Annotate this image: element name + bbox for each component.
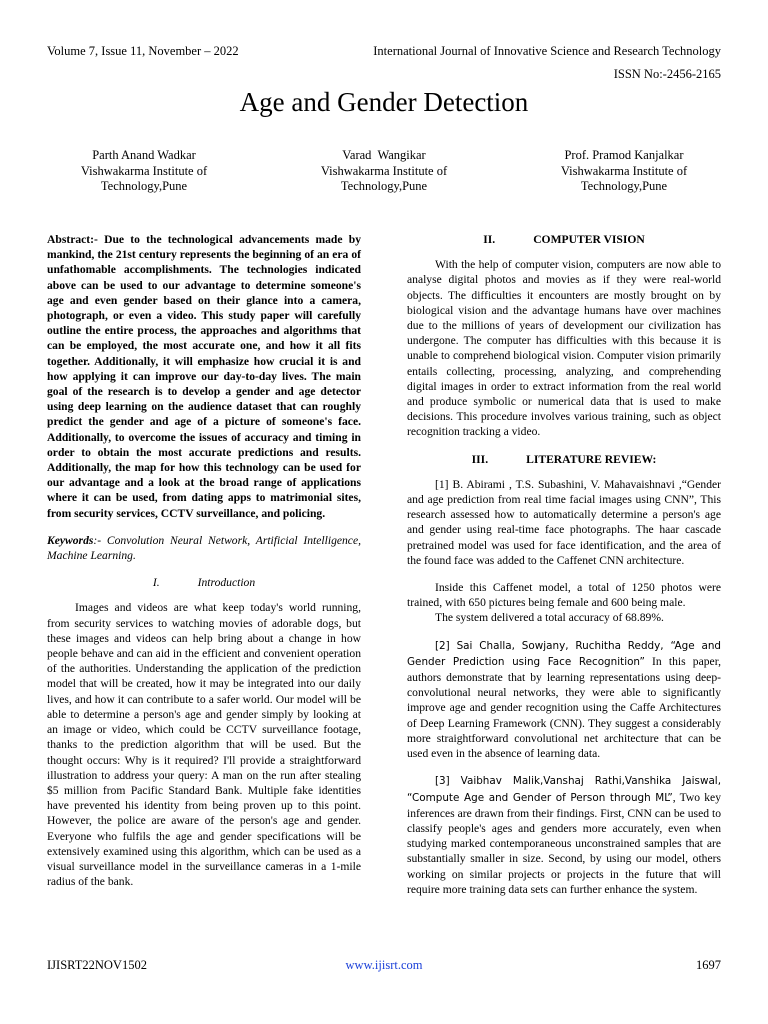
reference-summary: In this paper, authors demonstrate that by learning representations using deep-convolutional neural networks, they were able to significantly improve age and gender recognition using the Caffe Architectures of Deep Learning Framework (CNN). They suggest a considerably more straightforward convolutional net architecture that can be used even in the absence of learning data. [407, 654, 721, 761]
keywords-text: :- Convolution Neural Network, Artificial Intelligence, Machine Learning. [47, 533, 361, 563]
abstract-text: :- Due to the technological advancements made by mankind, the 21st century represents the beginning of an era of unfathomable accomplishments. The technologies indicated above can be used to our advantage to determine someone's age and even gender based on their glance into a camera, photograph, or even a video. This study paper will carefully outline the entire process, the approaches and algorithms that can be employed, the most accurate one, and how it all fits together. Additionally, it will emphasize how crucial it is and how applying it can improve our day-to-day lives. The main goal of the research is to develop a gender and age detector using deep learning on the audience dataset that can roughly predict the gender and age of a picture of someone's face. Additionally, to overcome the issues of accuracy and timing in order to obtain the most accurate predictions and results. Additionally, the map for how this technology can be used for our advantage and a look at the broad range of applications where it can be used, from dating apps to matrimonial sites, from security services, CCTV surveillance, and policing. [47, 233, 361, 520]
left-column [47, 232, 361, 889]
section-heading-computer-vision [407, 232, 721, 247]
section-heading-literature-review [407, 452, 721, 467]
author-institution: Vishwakarma Institute of [320, 163, 448, 178]
author-2 [294, 148, 474, 195]
literature-paragraph-3 [407, 638, 721, 762]
right-column [407, 232, 721, 897]
issn: ISSN No:-2456-2165 [613, 67, 721, 81]
section-number: I. [152, 576, 160, 590]
author-1 [54, 148, 234, 195]
reference-summary: , Two key inferences are drawn from their findings. First, CNN can be used to classify people's ages and genders more accurately, even when studying marked contemporaneous unconstrained samples that are substantially smaller in size. Second, by using our model, others working on similar projects or projects in the future that will require more training data sets can further enhance the system. [407, 790, 721, 896]
section-title: COMPUTER VISION [533, 233, 645, 246]
abstract-label: Abstract [47, 233, 91, 246]
author-name: Prof. Pramod Kanjalkar [564, 148, 684, 162]
author-3 [534, 148, 714, 195]
author-institution: Vishwakarma Institute of [560, 163, 688, 178]
paper-id: IJISRT22NOV1502 [47, 958, 147, 972]
reference-citation: [2] Sai Challa, Sowjany, Ruchitha Reddy, “Age and Gender Prediction using Face Recognition” [407, 639, 721, 668]
keywords-label: Keywords [47, 533, 94, 547]
reference-citation: [3] Vaibhav Malik,Vanshaj Rathi,Vanshika Jaiswal, “Compute Age and Gender of Person through ML” [407, 775, 721, 804]
literature-paragraph-2-result: The system delivered a total accuracy of 68.89%. [435, 611, 664, 625]
author-name: Parth Anand Wadkar [92, 148, 196, 162]
journal-name: International Journal of Innovative Science and Research Technology [373, 44, 721, 58]
literature-paragraph-4 [407, 773, 721, 897]
page-number: 1697 [696, 958, 721, 972]
section-number: II. [483, 233, 496, 246]
section-heading-introduction [47, 575, 361, 590]
abstract [47, 232, 361, 521]
paper-title: Age and Gender Detection [239, 87, 529, 117]
keywords [47, 533, 361, 563]
computer-vision-text: With the help of computer vision, computers are now able to analyse digital photos and movies as if they were real-world objects. The difficulties it encounters are mostly brought on by biological vision and the advantage humans have over machines due to the millions of years of development our civilization has undergone. The computer has difficulties with this because it is unable to comprehend biological vision. Computer vision primarily entails collecting, processing, analyzing, and comprehending digital images in order to extract information from the real world and produce symbolic or numerical data that is used to make decisions. This procedure involves various training, such as object recognition tracking a video. [407, 258, 721, 439]
journal-link[interactable]: www.ijisrt.com [345, 958, 423, 972]
literature-paragraph-1: [1] B. Abirami , T.S. Subashini, V. Mahavaishnavi ,“Gender and age prediction from real time facial images using CNN”, This research assessed how to automatically determine a person's age and gender using real-time face photographs. The haar cascade pretrained model was used for face identification, and the area of the found face was added to the Caffenet CNN architecture. [407, 477, 721, 567]
introduction-text: Images and videos are what keep today's world running, from security services to watching movies of adorable dogs, but these images and videos can help bring about a change in how people behave and can aid in the efficient and convenient operation of the authorities. Understanding the application of the prediction model that will be created, how it may be integrated into our daily lives, and how it can contribute to a safer world. Our model will be able to determine a person's age and gender simply by looking at an image or video, which could be CCTV surveillance footage, thanks to the prediction algorithm that will be used. But the thought occurs: Why is it required? I'll provide a straightforward illustration to address your query: A man on the run after stealing $5 million from Pacific Standard Bank. Multiple fake identities have prevented his identity from being proven up to this point. However, the police are aware of the person's age and gender. Everyone who fulfils the age and gender specifications will be extensively examined using this algorithm, which can be used as a visual surveillance model in the surveillance cameras in a 1-mile radius of the bank. [47, 601, 361, 889]
author-location: Technology,Pune [580, 179, 668, 193]
author-location: Technology,Pune [100, 179, 188, 193]
author-institution: Vishwakarma Institute of [80, 163, 208, 178]
section-title: LITERATURE REVIEW: [526, 452, 657, 466]
section-number: III. [471, 452, 489, 466]
author-location: Technology,Pune [340, 179, 428, 193]
section-title: Introduction [197, 576, 256, 590]
volume-info: Volume 7, Issue 11, November – 2022 [47, 44, 239, 58]
literature-paragraph-2: Inside this Caffenet model, a total of 1250 photos were trained, with 650 pictures being female and 600 being male. [407, 581, 721, 610]
author-name: Varad Wangikar [342, 148, 426, 162]
